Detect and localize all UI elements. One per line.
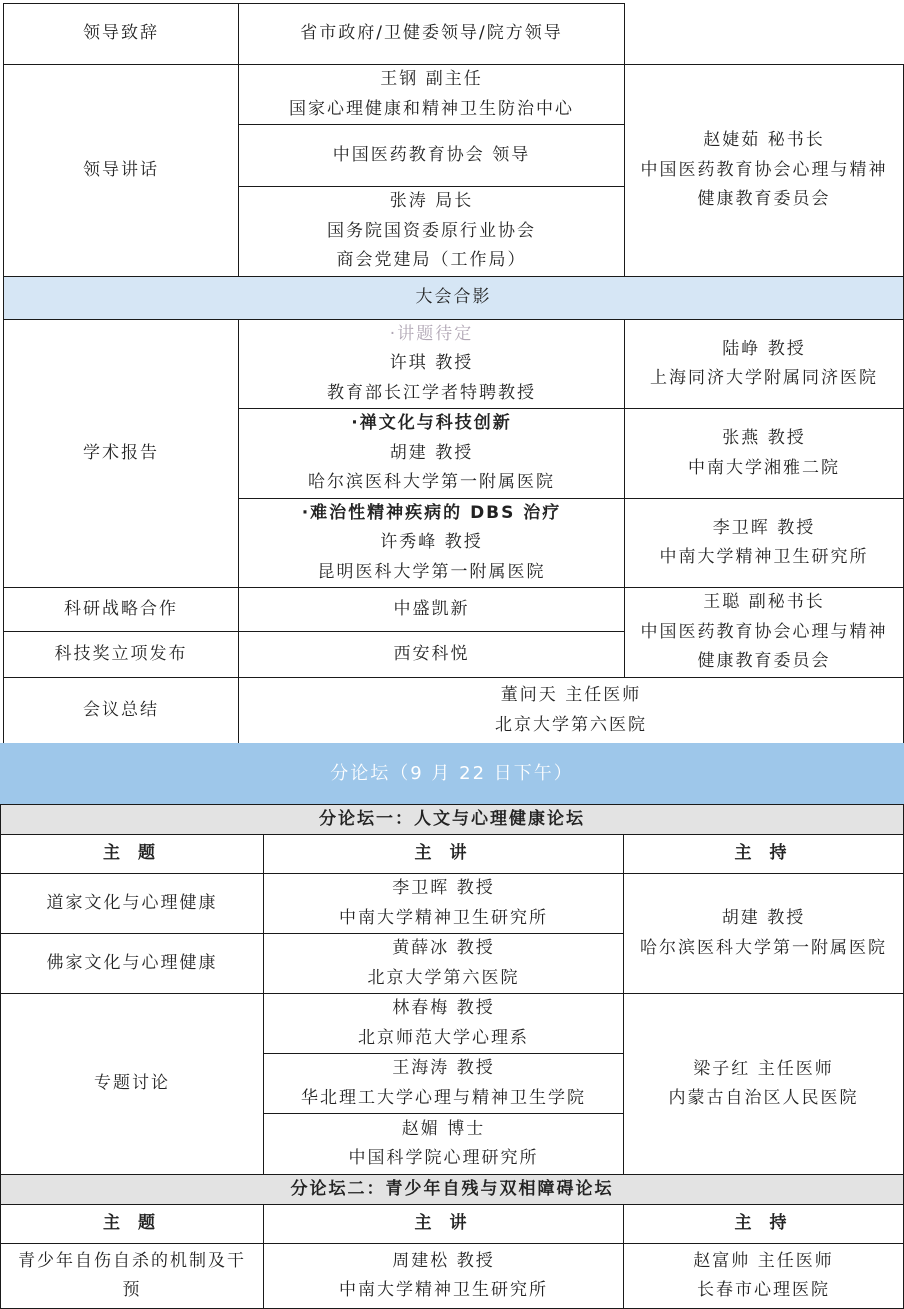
academic-host-2-org: 中南大学湘雅二院 bbox=[688, 457, 840, 478]
leader-host-cell bbox=[624, 64, 904, 277]
leader-speaker-1-org: 国家心理健康和精神卫生防治中心 bbox=[289, 98, 574, 119]
academic-report-1-topic: ·讲题待定 bbox=[389, 323, 474, 344]
forum1-row2-speaker-name: 黄薛冰 教授 bbox=[392, 938, 495, 958]
forum2-title-band bbox=[0, 1174, 904, 1205]
award-label: 科技奖立项发布 bbox=[54, 643, 188, 664]
leader-host-org-2: 健康教育委员会 bbox=[697, 189, 831, 210]
forum1-title: 分论坛一：人文与心理健康论坛 bbox=[319, 808, 585, 829]
academic-host-1-name: 陆峥 教授 bbox=[722, 338, 806, 359]
academic-report-2-speaker: 胡建 教授 bbox=[389, 442, 474, 463]
academic-report-1-org: 教育部长江学者特聘教授 bbox=[327, 382, 536, 403]
leader-speaker-3-cell bbox=[238, 186, 625, 277]
forum1-header-topic bbox=[0, 834, 264, 874]
leader-speaker-1-cell bbox=[238, 64, 625, 125]
forum1-row2-topic: 佛家文化与心理健康 bbox=[46, 952, 218, 973]
forum1-discussion-host-org: 内蒙古自治区人民医院 bbox=[668, 1088, 859, 1108]
forum1-discussion-host-cell bbox=[623, 993, 904, 1175]
forum1-discussion-speaker-3-org: 中国科学院心理研究所 bbox=[348, 1148, 539, 1168]
academic-host-2-name: 张燕 教授 bbox=[722, 428, 806, 448]
forum1-row1-topic: 道家文化与心理健康 bbox=[46, 892, 218, 913]
leader-speech-label-cell bbox=[3, 64, 239, 277]
coop-host-cell bbox=[624, 587, 904, 678]
forum1-discussion-speaker-1-name: 林春梅 教授 bbox=[392, 998, 495, 1018]
forum2-row1-speaker-org: 中南大学精神卫生研究所 bbox=[339, 1280, 548, 1300]
group-photo-band bbox=[3, 276, 904, 320]
academic-report-2-cell bbox=[238, 408, 625, 499]
academic-report-1-cell bbox=[238, 319, 625, 409]
forum2-row1-topic: 青少年自伤自杀的机制及干预 bbox=[18, 1250, 246, 1300]
opening-speakers: 省市政府/卫健委领导/院方领导 bbox=[300, 23, 563, 44]
forum1-discussion-speaker-3-name: 赵媚 博士 bbox=[401, 1118, 486, 1139]
academic-label-cell bbox=[3, 319, 239, 588]
summary-speaker-cell bbox=[238, 677, 904, 744]
forum1-row2-speaker-cell bbox=[263, 933, 624, 994]
coop-host-org: 中国医药教育协会心理与精神 bbox=[640, 621, 888, 642]
academic-host-2-cell bbox=[624, 408, 904, 499]
forum2-header-host bbox=[623, 1204, 904, 1244]
academic-report-2-org: 哈尔滨医科大学第一附属医院 bbox=[308, 472, 555, 493]
forum1-row1-topic-cell bbox=[0, 873, 264, 934]
forum2-header-topic-text: 主 题 bbox=[103, 1213, 161, 1234]
summary-speaker-name: 董问天 主任医师 bbox=[500, 685, 642, 705]
forum1-discussion-speaker-2-name: 王海涛 教授 bbox=[392, 1058, 495, 1078]
forum1-discussion-speaker-2-cell bbox=[263, 1053, 624, 1114]
forum2-header-topic bbox=[0, 1204, 264, 1244]
forum1-discussion-speaker-1-cell bbox=[263, 993, 624, 1054]
academic-report-3-speaker: 许秀峰 教授 bbox=[380, 532, 483, 553]
academic-label: 学术报告 bbox=[83, 442, 159, 463]
academic-report-3-topic: ·难治性精神疾病的 DBS 治疗 bbox=[301, 502, 562, 523]
sub-forums-title: 分论坛（9 月 22 日下午） bbox=[330, 763, 574, 785]
forum1-header-host-text: 主 持 bbox=[734, 843, 793, 864]
academic-report-1-speaker: 许琪 教授 bbox=[389, 353, 474, 374]
forum1-row1-speaker-name: 李卫晖 教授 bbox=[392, 878, 495, 898]
forum1-host1-org: 哈尔滨医科大学第一附属医院 bbox=[640, 937, 887, 958]
leader-speaker-3-name: 张涛 局长 bbox=[389, 191, 474, 212]
opening-speakers-cell bbox=[238, 3, 625, 65]
forum2-row1-speaker-cell bbox=[263, 1243, 624, 1309]
summary-label: 会议总结 bbox=[83, 699, 159, 720]
forum2-title: 分论坛二：青少年自残与双相障碍论坛 bbox=[290, 1178, 614, 1199]
forum2-row1-host-name: 赵富帅 主任医师 bbox=[693, 1250, 834, 1271]
group-photo-label: 大会合影 bbox=[415, 287, 492, 308]
award-label-cell bbox=[3, 631, 239, 678]
forum2-row1-speaker-name: 周建松 教授 bbox=[392, 1250, 495, 1271]
leader-host-name: 赵婕茹 秘书长 bbox=[703, 130, 825, 151]
leader-speaker-2-cell bbox=[238, 124, 625, 187]
forum1-host1-name: 胡建 教授 bbox=[721, 908, 806, 928]
forum1-discussion-speaker-1-org: 北京师范大学心理系 bbox=[358, 1027, 529, 1048]
award-value: 西安科悦 bbox=[393, 643, 470, 664]
coop-host-org-2: 健康教育委员会 bbox=[697, 651, 831, 672]
leader-host-org: 中国医药教育协会心理与精神 bbox=[640, 159, 888, 180]
forum1-header-topic-text: 主 题 bbox=[103, 843, 161, 864]
academic-host-3-org: 中南大学精神卫生研究所 bbox=[659, 547, 869, 567]
academic-report-3-org: 昆明医科大学第一附属医院 bbox=[317, 561, 546, 582]
leader-speaker-3-dept: 商会党建局（工作局） bbox=[336, 250, 527, 271]
academic-host-1-org: 上海同济大学附属同济医院 bbox=[650, 368, 878, 388]
forum2-header-speaker bbox=[263, 1204, 624, 1244]
cooperation-value: 中盛凯新 bbox=[393, 598, 470, 619]
forum2-row1-host-cell bbox=[623, 1243, 904, 1309]
forum1-discussion-speaker-2-org: 华北理工大学心理与精神卫生学院 bbox=[301, 1087, 586, 1108]
award-value-cell bbox=[238, 631, 625, 678]
forum1-header-speaker-text: 主 讲 bbox=[414, 843, 473, 864]
cooperation-value-cell bbox=[238, 587, 625, 632]
forum2-header-host-text: 主 持 bbox=[734, 1213, 793, 1234]
forum1-discussion-host-name: 梁子红 主任医师 bbox=[693, 1058, 834, 1079]
forum1-discussion-topic: 专题讨论 bbox=[94, 1073, 170, 1094]
forum1-discussion-topic-cell bbox=[0, 993, 264, 1175]
opening-label-cell bbox=[3, 3, 239, 65]
forum1-host1-cell bbox=[623, 873, 904, 994]
sub-forums-band bbox=[0, 743, 904, 805]
forum1-header-speaker bbox=[263, 834, 624, 874]
forum1-row1-speaker-org: 中南大学精神卫生研究所 bbox=[339, 907, 548, 928]
summary-speaker-org: 北京大学第六医院 bbox=[495, 714, 647, 735]
academic-report-2-topic: ·禅文化与科技创新 bbox=[351, 413, 512, 434]
forum1-header-host bbox=[623, 834, 904, 874]
forum1-row1-speaker-cell bbox=[263, 873, 624, 934]
cooperation-label-cell bbox=[3, 587, 239, 632]
forum2-row1-topic-cell bbox=[0, 1243, 264, 1309]
leader-speaker-2-name: 中国医药教育协会 领导 bbox=[332, 144, 531, 165]
forum1-discussion-speaker-3-cell bbox=[263, 1113, 624, 1175]
academic-report-3-cell bbox=[238, 498, 625, 588]
academic-host-1-cell bbox=[624, 319, 904, 409]
forum1-row2-speaker-org: 北京大学第六医院 bbox=[367, 967, 520, 988]
academic-host-3-name: 李卫晖 教授 bbox=[712, 517, 816, 538]
forum1-row2-topic-cell bbox=[0, 933, 264, 994]
academic-host-3-cell bbox=[624, 498, 904, 588]
summary-label-cell bbox=[3, 677, 239, 744]
forum2-row1-host-org: 长春市心理医院 bbox=[697, 1280, 830, 1300]
forum1-title-band bbox=[0, 804, 904, 835]
leader-speaker-3-org: 国务院国资委原行业协会 bbox=[327, 220, 536, 241]
leader-speaker-1-name: 王钢 副主任 bbox=[380, 69, 483, 89]
coop-host-name: 王聪 副秘书长 bbox=[703, 592, 825, 613]
leader-speech-label: 领导讲话 bbox=[83, 159, 159, 180]
cooperation-label: 科研战略合作 bbox=[64, 598, 178, 619]
opening-label: 领导致辞 bbox=[83, 23, 159, 44]
forum2-header-speaker-text: 主 讲 bbox=[414, 1213, 473, 1234]
